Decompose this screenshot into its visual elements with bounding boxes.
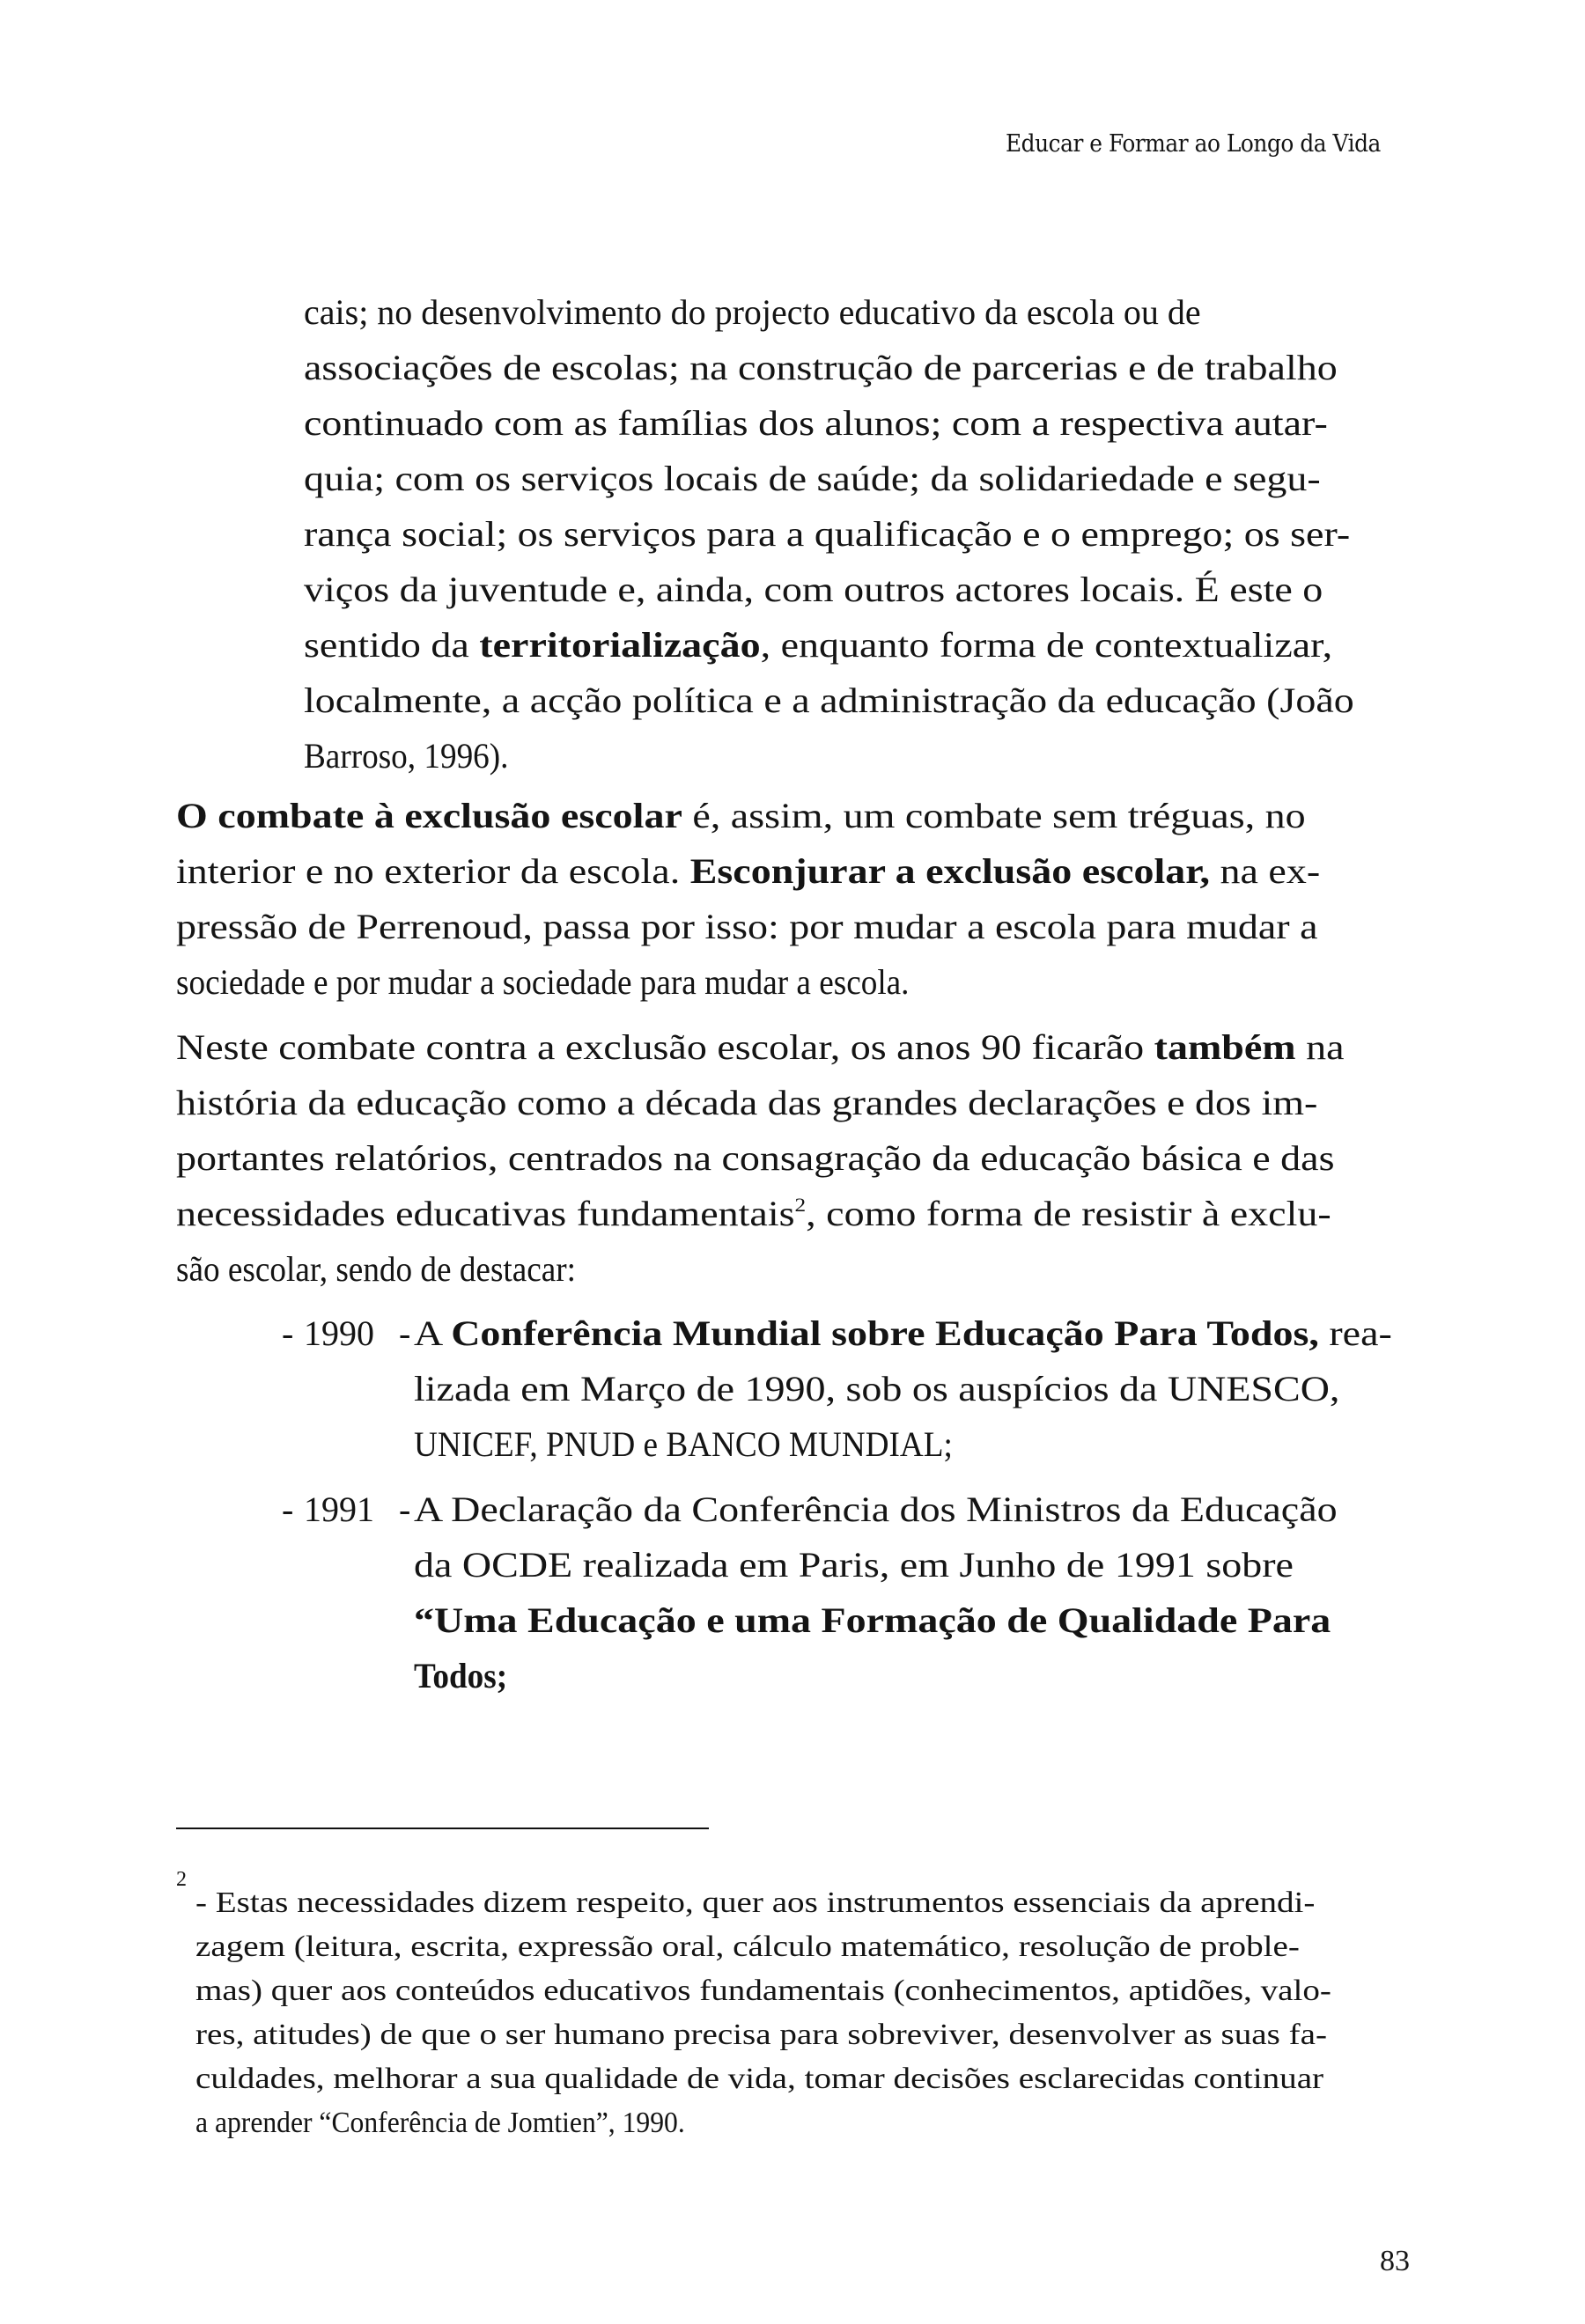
- text-line: Todos;: [414, 1656, 508, 1695]
- text-run: necessidades educativas fundamentais: [176, 1194, 795, 1233]
- text-line: [414, 1312, 1392, 1356]
- footnote-line: mas) quer aos conteúdos educativos fundamentais (conhecimentos, aptidões, valo-: [195, 1975, 1331, 2007]
- footnote-number: 2: [176, 1868, 187, 1891]
- text-run: é, assim, um combate sem tréguas, no: [682, 796, 1306, 835]
- text-line: associações de escolas; na construção de parcerias e de trabalho: [304, 348, 1338, 387]
- text-run: , enquanto forma de contextualizar,: [760, 625, 1333, 665]
- text-line: da OCDE realizada em Paris, em Junho de 1991 sobre: [414, 1545, 1294, 1585]
- text-line: A Declaração da Conferência dos Ministros da Educação: [414, 1489, 1338, 1529]
- text-line: “Uma Educação e uma Formação de Qualidade Para: [414, 1600, 1331, 1640]
- bold-term: territorialização: [479, 625, 761, 665]
- text-run: A: [414, 1313, 452, 1353]
- text-line: viços da juventude e, ainda, com outros actores locais. É este o: [304, 570, 1323, 609]
- text-line: portantes relatórios, centrados na consagração da educação básica e das: [176, 1138, 1335, 1178]
- text-line: pressão de Perrenoud, passa por isso: por mudar a escola para mudar a: [176, 907, 1318, 946]
- list-separator: -: [399, 1313, 411, 1353]
- text-line: quia; com os serviços locais de saúde; da solidariedade e segu-: [304, 459, 1321, 498]
- text-line: cais; no desenvolvimento do projecto educativo da escola ou de: [304, 292, 1201, 332]
- text-line: rança social; os serviços para a qualificação e o emprego; os ser-: [304, 514, 1351, 554]
- list-dash: -: [282, 1313, 294, 1353]
- list-separator: -: [399, 1489, 411, 1529]
- text-line: continuado com as famílias dos alunos; com a respectiva autar-: [304, 403, 1328, 443]
- text-line: [176, 1026, 1345, 1070]
- text-line: lizada em Março de 1990, sob os auspícios da UNESCO,: [414, 1369, 1340, 1408]
- text-run: Neste combate contra a exclusão escolar, os anos 90 ficarão: [176, 1027, 1154, 1067]
- page-number: 83: [1380, 2245, 1410, 2277]
- footnote-line: zagem (leitura, escrita, expressão oral, cálculo matemático, resolução de proble-: [195, 1931, 1300, 1963]
- bold-word: também: [1154, 1027, 1296, 1067]
- text-line: [176, 849, 1320, 894]
- footnote-line: - Estas necessidades dizem respeito, quer aos instrumentos essenciais da aprendi-: [195, 1886, 1316, 1919]
- text-run: rea-: [1318, 1313, 1392, 1353]
- text-line: UNICEF, PNUD e BANCO MUNDIAL;: [414, 1424, 953, 1464]
- text-line: Barroso, 1996).: [304, 736, 509, 776]
- text-line: localmente, a acção política e a administração da educação (João: [304, 680, 1354, 720]
- text-run: na: [1295, 1027, 1345, 1067]
- text-run: interior e no exterior da escola.: [176, 851, 690, 891]
- footnote-line: res, atitudes) de que o ser humano precisa para sobreviver, desenvolver as suas fa-: [195, 2019, 1327, 2051]
- text-run: sentido da: [304, 625, 480, 665]
- footnote-line: a aprender “Conferência de Jomtien”, 1990.: [195, 2107, 685, 2139]
- list-year: 1990: [304, 1313, 374, 1353]
- running-header: Educar e Formar ao Longo da Vida: [1006, 130, 1381, 158]
- text-line: [176, 794, 1306, 838]
- text-line: são escolar, sendo de destacar:: [176, 1249, 577, 1289]
- list-dash: -: [282, 1489, 294, 1529]
- footnote-line: culdades, melhorar a sua qualidade de vida, tomar decisões esclarecidas continuar: [195, 2063, 1324, 2095]
- bold-phrase: Conferência Mundial sobre Educação Para Todos,: [451, 1313, 1319, 1353]
- footnote-separator: [176, 1828, 709, 1829]
- text-line: história da educação como a década das grandes declarações e dos im-: [176, 1083, 1318, 1122]
- footnote-reference[interactable]: 2: [794, 1194, 807, 1216]
- list-year: 1991: [304, 1489, 374, 1529]
- text-line: sociedade e por mudar a sociedade para mudar a escola.: [176, 962, 910, 1002]
- text-run: na ex-: [1210, 851, 1321, 891]
- bold-phrase: O combate à exclusão escolar: [176, 796, 682, 835]
- bold-phrase: Esconjurar a exclusão escolar,: [689, 851, 1211, 891]
- text-run: , como forma de resistir à exclu-: [806, 1194, 1331, 1233]
- text-line: [176, 1192, 1331, 1236]
- text-line: [304, 623, 1332, 667]
